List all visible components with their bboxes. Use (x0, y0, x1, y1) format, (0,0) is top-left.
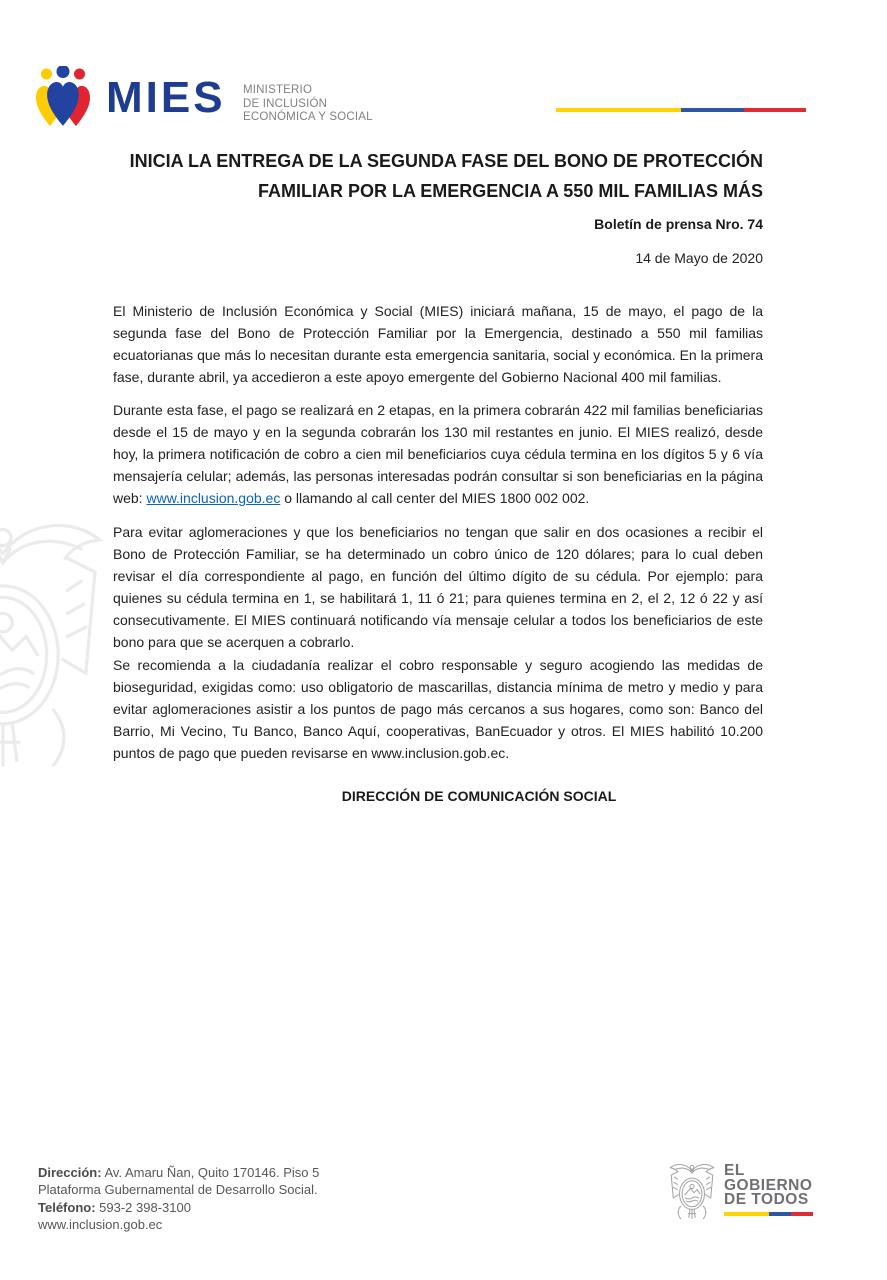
flag-yellow-segment (556, 108, 681, 112)
flag-blue-segment (681, 108, 744, 112)
phone-label: Teléfono: (38, 1199, 96, 1215)
mies-hearts-icon (35, 66, 91, 128)
bar-yellow-segment (724, 1212, 769, 1216)
ecuador-flag-line (556, 108, 806, 112)
mies-wordmark: MIES (106, 73, 226, 122)
title-line-1: INICIA LA ENTREGA DE LA SEGUNDA FASE DEL BONO DE PROTECCIÓN (129, 151, 763, 171)
gobierno-text (724, 1155, 813, 1208)
paragraph-2-text-after: o llamando al call center del MIES 1800 002 002. (280, 490, 590, 506)
gobierno-line-1: EL (724, 1162, 745, 1179)
document-title (113, 146, 763, 206)
phone-value: 593-2 398-3100 (99, 1199, 191, 1215)
mies-ministry-name (243, 84, 373, 125)
address-label: Dirección: (38, 1165, 102, 1180)
footer-website: www.inclusion.gob.ec (38, 1216, 163, 1232)
gobierno-de-todos-logo (666, 1155, 813, 1227)
ministry-line: DE INCLUSIÓN (243, 97, 328, 110)
address-value: Av. Amaru Ñan, Quito 170146. Piso 5 (104, 1165, 320, 1180)
footer-contact (38, 1164, 319, 1233)
body-paragraph-3: Para evitar aglomeraciones y que los beneficiarios no tengan que salir en dos ocasiones a recibir el Bono de Protección Familiar, se ha determinado un cobro único de 120 dólares; para lo cual deben revisar el día correspondiente al pago, en función del último dígito de su cédula. Por ejemplo: para quienes su cédula termina en 1, se habilitará 1, 11 ó 21; para quienes termina en 2, el 2, 12 ó 22 y así consecutivamente. El MIES continuará notificando vía mensaje celular a todos los beneficiarios de este bono para que se acerquen a cobrarlo. (113, 524, 763, 650)
bulletin-number: Boletín de prensa Nro. 74 (594, 216, 763, 232)
gobierno-flag-bar (724, 1212, 813, 1216)
paragraph-2-text: Durante esta fase, el pago se realizará en 2 etapas, en la primera cobrarán 422 mil familias beneficiarias desde el 15 de mayo y en la segunda cobrarán los 130 mil restantes en junio. El MIES realizó, desde hoy, la primera notificación de cobro a cien mil beneficiarios cuya cédula termina en los dígitos 5 y 6 vía mensajería celular; además, las personas interesadas podrán consultar si son beneficiarias en la página web: (113, 402, 763, 506)
footer-phone-line (38, 1199, 319, 1216)
body-paragraph-4: Se recomienda a la ciudadanía realizar el cobro responsable y seguro acogiendo las medidas de bioseguridad, exigidas como: uso obligatorio de mascarillas, distancia mínima de metro y medio y para evitar aglomeraciones asistir a los puntos de pago más cercanos a sus hogares, como son: Banco del Barrio, Mi Vecino, Tu Banco, Banco Aquí, cooperativas, BanEcuador y otros. El MIES habilitó 10.200 puntos de pago que pueden revisarse en www.inclusion.gob.ec. (113, 657, 763, 761)
gobierno-line-2: GOBIERNO (724, 1176, 813, 1194)
title-line-2: FAMILIAR POR LA EMERGENCIA A 550 MIL FAMILIAS MÁS (257, 181, 763, 201)
footer-address-line2: Plataforma Gubernamental de Desarrollo Social. (38, 1182, 318, 1198)
ecuador-crest-icon (666, 1161, 718, 1227)
body-paragraph-2 (113, 399, 763, 509)
flag-red-segment (744, 108, 807, 112)
signature-line: DIRECCIÓN DE COMUNICACIÓN SOCIAL (341, 788, 617, 804)
bar-blue-segment (769, 1212, 791, 1216)
ecuador-crest-watermark (0, 512, 118, 800)
body-paragraph-1: El Ministerio de Inclusión Económica y Social (MIES) iniciará mañana, 15 de mayo, el pago de la segunda fase del Bono de Protección Familiar por la Emergencia, destinado a 550 mil familias ecuatorianas que más lo necesitan durante esta emergencia sanitaria, social y económica. En la primera fase, durante abril, ya accedieron a este apoyo emergente del Gobierno Nacional 400 mil familias. (113, 303, 763, 385)
inclusion-website-link[interactable]: www.inclusion.gob.ec (146, 490, 281, 506)
bulletin-date: 14 de Mayo de 2020 (635, 250, 763, 266)
bar-red-segment (791, 1212, 813, 1216)
footer-address-line (38, 1164, 319, 1181)
gobierno-line-3: DE TODOS (724, 1191, 809, 1208)
ministry-line: MINISTERIO (243, 84, 313, 96)
mies-logo (0, 0, 887, 140)
ministry-line: ECONÓMICA Y SOCIAL (243, 111, 373, 123)
